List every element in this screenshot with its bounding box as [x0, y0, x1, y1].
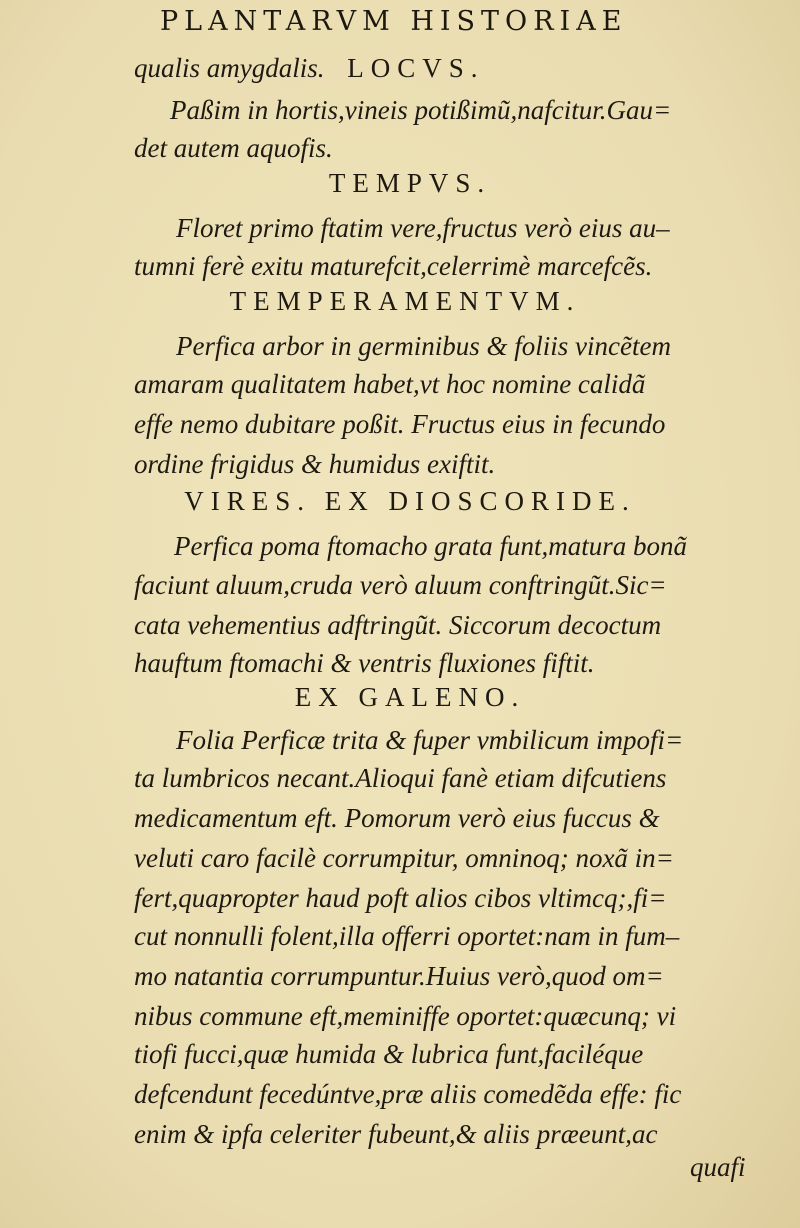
text-line-3: det autem aquofis. — [134, 133, 333, 163]
text-line-8: effe nemo dubitare poßit. Fructus eius in fecundo — [134, 409, 666, 439]
text-line-10: Perfica poma ftomacho grata funt,matura bonã — [174, 531, 687, 561]
text-line-24: enim & ipfa celeriter fubeunt,& aliis præeunt,ac — [134, 1119, 658, 1149]
text-line-23: defcendunt fecedúntve,præ aliis comedẽda effe: fic — [134, 1079, 682, 1109]
text-line-22: tiofi fucci,quæ humida & lubrica funt,faciléque — [134, 1039, 644, 1069]
text-line-5: tumni ferè exitu maturefcit,celerrimè marcefcẽs. — [134, 251, 653, 281]
text-line-6: Perfica arbor in germinibus & foliis vincẽtem — [176, 331, 671, 361]
text-line-17: veluti caro facilè corrumpitur, omninoq; noxã in= — [134, 843, 674, 873]
text-line-7: amaram qualitatem habet,vt hoc nomine calidã — [134, 369, 646, 399]
heading-locus: LOCVS. — [347, 53, 485, 83]
text-line-18: fert,quapropter haud poft alios cibos vltimcq;,fi= — [134, 883, 667, 913]
text-line-13: hauftum ftomachi & ventris fluxiones fiftit. — [134, 648, 595, 678]
text-line-4: Floret primo ftatim vere,fructus verò eius au– — [176, 213, 670, 243]
text-line-21: nibus commune eft,meminiffe oportet:quæcunq; vi — [134, 1001, 677, 1031]
catchword: quafi — [690, 1152, 746, 1182]
text-line-1 — [134, 50, 774, 86]
text-line-9: ordine frigidus & humidus exiftit. — [134, 449, 496, 479]
heading-temperamentum: TEMPERAMENTVM. — [229, 286, 581, 316]
heading-vires: VIRES. EX DIOSCORIDE. — [184, 486, 636, 516]
text-line-19: cut nonnulli folent,illa offerri oportet:nam in fum– — [134, 921, 680, 951]
running-header: PLANTARVM HISTORIAE — [160, 6, 628, 37]
text-line-12: cata vehementius adftringũt. Siccorum decoctum — [134, 610, 662, 640]
text-line-14: Folia Perficæ trita & fuper vmbilicum impofi= — [176, 725, 684, 755]
text-line-15: ta lumbricos necant.Alioqui fanè etiam difcutiens — [134, 763, 667, 793]
text-line-20: mo natantia corrumpuntur.Huius verò,quod om= — [134, 961, 664, 991]
heading-galeno: EX GALENO. — [294, 682, 526, 712]
text-line-1-text: qualis amygdalis. — [134, 53, 325, 83]
text-line-2: Paßim in hortis,vineis potißimũ,nafcitur.Gau= — [170, 95, 672, 125]
text-line-11: faciunt aluum,cruda verò aluum conftringũt.Sic= — [134, 570, 667, 600]
text-line-16: medicamentum eft. Pomorum verò eius fuccus & — [134, 803, 660, 833]
heading-tempus: TEMPVS. — [328, 168, 492, 198]
